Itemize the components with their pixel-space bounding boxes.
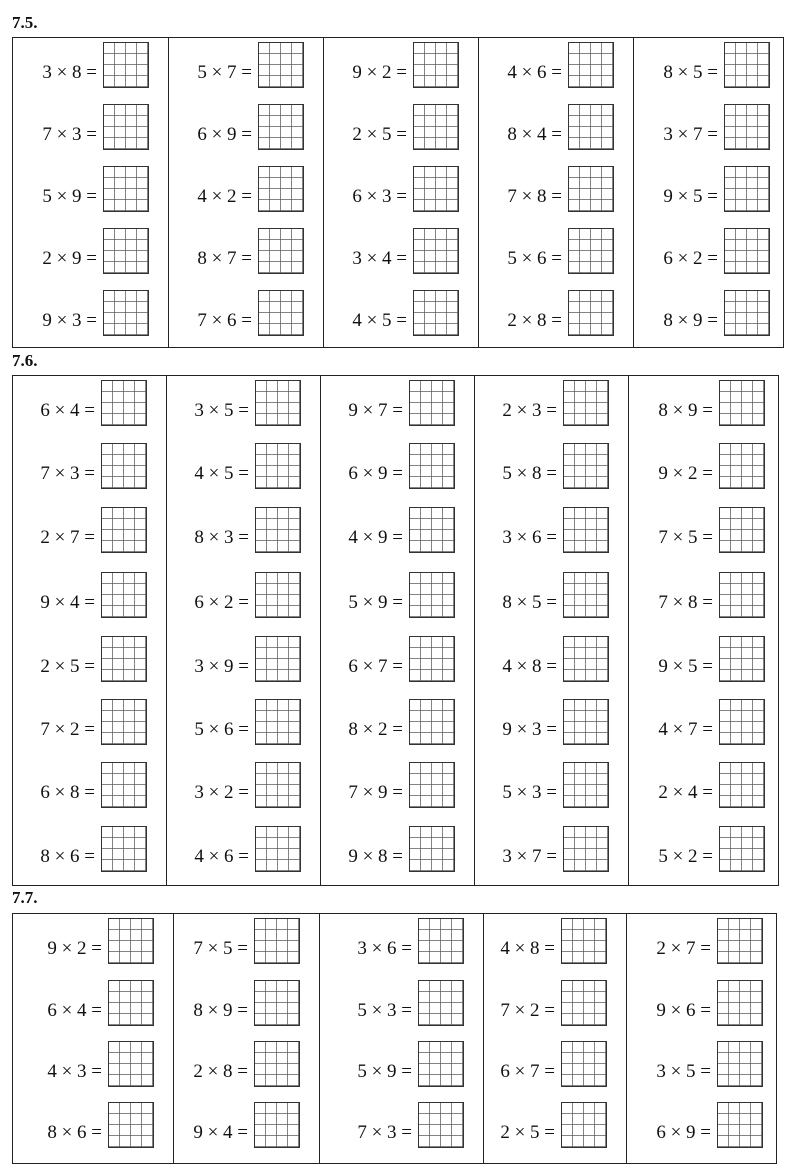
multiplication-expression: 3 × 7 = bbox=[502, 846, 557, 867]
multiplication-item bbox=[321, 572, 474, 620]
multiplication-item bbox=[13, 166, 168, 214]
multiplication-item bbox=[475, 636, 628, 684]
multiplication-item bbox=[167, 507, 320, 555]
answer-grid-box[interactable] bbox=[108, 918, 154, 964]
multiplication-item bbox=[627, 980, 782, 1028]
section-title: 7.6. bbox=[12, 351, 38, 370]
multiplication-item bbox=[484, 918, 626, 966]
multiplication-expression: 8 × 6 = bbox=[40, 846, 95, 867]
exercise-column bbox=[324, 38, 479, 347]
multiplication-item bbox=[13, 572, 166, 620]
answer-grid-box[interactable] bbox=[255, 507, 301, 553]
multiplication-item bbox=[324, 166, 478, 214]
answer-grid-box[interactable] bbox=[101, 636, 147, 682]
multiplication-item bbox=[475, 699, 628, 747]
multiplication-item bbox=[629, 572, 784, 620]
multiplication-expression: 6 × 9 = bbox=[197, 124, 252, 145]
multiplication-item bbox=[634, 290, 789, 338]
multiplication-expression: 7 × 5 = bbox=[193, 938, 248, 959]
multiplication-expression: 8 × 5 = bbox=[502, 592, 557, 613]
exercise-column bbox=[475, 376, 629, 885]
exercise-column bbox=[169, 38, 324, 347]
exercise-column bbox=[634, 38, 789, 347]
multiplication-expression: 8 × 7 = bbox=[197, 248, 252, 269]
multiplication-expression: 7 × 3 = bbox=[357, 1122, 412, 1143]
multiplication-expression: 6 × 4 = bbox=[40, 400, 95, 421]
multiplication-expression: 4 × 5 = bbox=[352, 310, 407, 331]
multiplication-item bbox=[13, 918, 173, 966]
multiplication-expression: 3 × 5 = bbox=[656, 1061, 711, 1082]
multiplication-expression: 5 × 8 = bbox=[502, 463, 557, 484]
multiplication-expression: 9 × 6 = bbox=[656, 1000, 711, 1021]
multiplication-expression: 9 × 7 = bbox=[348, 400, 403, 421]
multiplication-item bbox=[169, 166, 323, 214]
exercise-column bbox=[629, 376, 784, 885]
multiplication-expression: 4 × 2 = bbox=[197, 186, 252, 207]
multiplication-expression: 4 × 8 = bbox=[502, 656, 557, 677]
multiplication-item bbox=[484, 980, 626, 1028]
answer-grid-box[interactable] bbox=[418, 1041, 464, 1087]
answer-grid-box[interactable] bbox=[258, 166, 304, 212]
multiplication-item bbox=[13, 980, 173, 1028]
multiplication-expression: 3 × 6 = bbox=[357, 938, 412, 959]
answer-grid-box[interactable] bbox=[717, 1102, 763, 1148]
multiplication-item bbox=[324, 290, 478, 338]
answer-grid-box[interactable] bbox=[563, 826, 609, 872]
answer-grid-box[interactable] bbox=[103, 166, 149, 212]
answer-grid-box[interactable] bbox=[724, 228, 770, 274]
multiplication-item bbox=[629, 380, 784, 428]
answer-grid-box[interactable] bbox=[255, 826, 301, 872]
multiplication-item bbox=[634, 42, 789, 90]
multiplication-item bbox=[475, 572, 628, 620]
multiplication-expression: 2 × 8 = bbox=[507, 310, 562, 331]
answer-grid-box[interactable] bbox=[563, 699, 609, 745]
answer-grid-box[interactable] bbox=[409, 762, 455, 808]
multiplication-item bbox=[629, 762, 784, 810]
answer-grid-box[interactable] bbox=[568, 104, 614, 150]
answer-grid-box[interactable] bbox=[724, 42, 770, 88]
multiplication-expression: 8 × 4 = bbox=[507, 124, 562, 145]
multiplication-item bbox=[634, 104, 789, 152]
exercise-column bbox=[174, 914, 320, 1163]
answer-grid-box[interactable] bbox=[255, 762, 301, 808]
multiplication-expression: 9 × 4 = bbox=[193, 1122, 248, 1143]
exercise-column bbox=[13, 914, 174, 1163]
multiplication-expression: 6 × 2 = bbox=[194, 592, 249, 613]
multiplication-expression: 7 × 5 = bbox=[658, 527, 713, 548]
multiplication-expression: 6 × 7 = bbox=[500, 1061, 555, 1082]
multiplication-expression: 3 × 9 = bbox=[194, 656, 249, 677]
multiplication-expression: 9 × 8 = bbox=[348, 846, 403, 867]
multiplication-expression: 6 × 2 = bbox=[663, 248, 718, 269]
multiplication-expression: 8 × 9 = bbox=[193, 1000, 248, 1021]
answer-grid-box[interactable] bbox=[563, 380, 609, 426]
multiplication-expression: 3 × 5 = bbox=[194, 400, 249, 421]
multiplication-item bbox=[13, 1102, 173, 1150]
answer-grid-box[interactable] bbox=[103, 290, 149, 336]
multiplication-item bbox=[167, 762, 320, 810]
multiplication-item bbox=[167, 636, 320, 684]
multiplication-item bbox=[321, 507, 474, 555]
multiplication-expression: 5 × 6 = bbox=[194, 719, 249, 740]
multiplication-item bbox=[167, 699, 320, 747]
multiplication-item bbox=[479, 42, 633, 90]
answer-grid-box[interactable] bbox=[719, 507, 765, 553]
answer-grid-box[interactable] bbox=[255, 636, 301, 682]
answer-grid-box[interactable] bbox=[413, 42, 459, 88]
answer-grid-box[interactable] bbox=[561, 980, 607, 1026]
answer-grid-box[interactable] bbox=[719, 762, 765, 808]
answer-grid-box[interactable] bbox=[258, 42, 304, 88]
answer-grid-box[interactable] bbox=[409, 380, 455, 426]
multiplication-expression: 2 × 5 = bbox=[500, 1122, 555, 1143]
multiplication-item bbox=[324, 42, 478, 90]
multiplication-expression: 5 × 9 = bbox=[357, 1061, 412, 1082]
answer-grid-box[interactable] bbox=[409, 699, 455, 745]
multiplication-item bbox=[13, 826, 166, 874]
answer-grid-box[interactable] bbox=[409, 507, 455, 553]
multiplication-expression: 9 × 5 = bbox=[663, 186, 718, 207]
answer-grid-box[interactable] bbox=[103, 228, 149, 274]
multiplication-expression: 9 × 2 = bbox=[47, 938, 102, 959]
multiplication-item bbox=[634, 228, 789, 276]
multiplication-item bbox=[324, 104, 478, 152]
answer-grid-box[interactable] bbox=[418, 980, 464, 1026]
answer-grid-box[interactable] bbox=[103, 104, 149, 150]
multiplication-item bbox=[174, 980, 319, 1028]
answer-grid-box[interactable] bbox=[724, 290, 770, 336]
multiplication-item bbox=[169, 104, 323, 152]
answer-grid-box[interactable] bbox=[719, 636, 765, 682]
multiplication-expression: 4 × 5 = bbox=[194, 463, 249, 484]
multiplication-item bbox=[13, 507, 166, 555]
multiplication-expression: 5 × 9 = bbox=[42, 186, 97, 207]
answer-grid-box[interactable] bbox=[561, 1102, 607, 1148]
multiplication-item bbox=[13, 443, 166, 491]
multiplication-item bbox=[475, 762, 628, 810]
answer-grid-box[interactable] bbox=[255, 572, 301, 618]
answer-grid-box[interactable] bbox=[568, 166, 614, 212]
answer-grid-box[interactable] bbox=[724, 166, 770, 212]
answer-grid-box[interactable] bbox=[719, 699, 765, 745]
exercise-column bbox=[167, 376, 321, 885]
multiplication-item bbox=[627, 1041, 782, 1089]
exercise-column bbox=[320, 914, 484, 1163]
multiplication-expression: 7 × 8 = bbox=[507, 186, 562, 207]
answer-grid-box[interactable] bbox=[101, 826, 147, 872]
multiplication-item bbox=[320, 1041, 483, 1089]
answer-grid-box[interactable] bbox=[101, 507, 147, 553]
multiplication-expression: 5 × 2 = bbox=[658, 846, 713, 867]
multiplication-expression: 5 × 6 = bbox=[507, 248, 562, 269]
multiplication-item bbox=[475, 826, 628, 874]
multiplication-expression: 2 × 5 = bbox=[352, 124, 407, 145]
answer-grid-box[interactable] bbox=[413, 104, 459, 150]
exercise-column bbox=[484, 914, 627, 1163]
answer-grid-box[interactable] bbox=[563, 762, 609, 808]
multiplication-expression: 7 × 6 = bbox=[197, 310, 252, 331]
multiplication-expression: 5 × 9 = bbox=[348, 592, 403, 613]
multiplication-expression: 9 × 3 = bbox=[42, 310, 97, 331]
multiplication-item bbox=[634, 166, 789, 214]
multiplication-item bbox=[169, 228, 323, 276]
exercise-column bbox=[479, 38, 634, 347]
multiplication-expression: 7 × 3 = bbox=[40, 463, 95, 484]
multiplication-expression: 8 × 2 = bbox=[348, 719, 403, 740]
multiplication-item bbox=[479, 228, 633, 276]
answer-grid-box[interactable] bbox=[413, 290, 459, 336]
answer-grid-box[interactable] bbox=[561, 918, 607, 964]
multiplication-expression: 5 × 3 = bbox=[357, 1000, 412, 1021]
multiplication-item bbox=[475, 507, 628, 555]
multiplication-item bbox=[320, 918, 483, 966]
multiplication-expression: 7 × 2 = bbox=[40, 719, 95, 740]
exercise-box bbox=[12, 375, 779, 886]
answer-grid-box[interactable] bbox=[719, 572, 765, 618]
answer-grid-box[interactable] bbox=[101, 572, 147, 618]
answer-grid-box[interactable] bbox=[101, 443, 147, 489]
answer-grid-box[interactable] bbox=[719, 443, 765, 489]
answer-grid-box[interactable] bbox=[717, 980, 763, 1026]
answer-grid-box[interactable] bbox=[418, 1102, 464, 1148]
multiplication-item bbox=[169, 290, 323, 338]
multiplication-item bbox=[13, 228, 168, 276]
answer-grid-box[interactable] bbox=[717, 1041, 763, 1087]
multiplication-item bbox=[169, 42, 323, 90]
answer-grid-box[interactable] bbox=[108, 980, 154, 1026]
multiplication-expression: 2 × 7 = bbox=[656, 938, 711, 959]
multiplication-item bbox=[479, 104, 633, 152]
multiplication-item bbox=[13, 1041, 173, 1089]
multiplication-expression: 9 × 2 = bbox=[352, 62, 407, 83]
multiplication-expression: 8 × 5 = bbox=[663, 62, 718, 83]
multiplication-expression: 2 × 3 = bbox=[502, 400, 557, 421]
multiplication-item bbox=[174, 1041, 319, 1089]
exercise-column bbox=[13, 38, 169, 347]
multiplication-item bbox=[13, 636, 166, 684]
exercise-box bbox=[12, 37, 784, 348]
multiplication-expression: 4 × 6 = bbox=[507, 62, 562, 83]
exercise-box bbox=[12, 913, 777, 1164]
answer-grid-box[interactable] bbox=[108, 1102, 154, 1148]
answer-grid-box[interactable] bbox=[563, 443, 609, 489]
answer-grid-box[interactable] bbox=[568, 42, 614, 88]
multiplication-expression: 6 × 4 = bbox=[47, 1000, 102, 1021]
multiplication-item bbox=[167, 443, 320, 491]
answer-grid-box[interactable] bbox=[568, 290, 614, 336]
multiplication-item bbox=[321, 762, 474, 810]
answer-grid-box[interactable] bbox=[409, 636, 455, 682]
answer-grid-box[interactable] bbox=[101, 380, 147, 426]
answer-grid-box[interactable] bbox=[563, 636, 609, 682]
answer-grid-box[interactable] bbox=[568, 228, 614, 274]
answer-grid-box[interactable] bbox=[418, 918, 464, 964]
multiplication-item bbox=[13, 290, 168, 338]
multiplication-item bbox=[479, 290, 633, 338]
answer-grid-box[interactable] bbox=[258, 104, 304, 150]
multiplication-item bbox=[321, 443, 474, 491]
multiplication-expression: 3 × 7 = bbox=[663, 124, 718, 145]
multiplication-expression: 7 × 2 = bbox=[500, 1000, 555, 1021]
multiplication-expression: 6 × 9 = bbox=[656, 1122, 711, 1143]
multiplication-expression: 7 × 3 = bbox=[42, 124, 97, 145]
multiplication-item bbox=[475, 443, 628, 491]
answer-grid-box[interactable] bbox=[101, 762, 147, 808]
answer-grid-box[interactable] bbox=[413, 228, 459, 274]
multiplication-item bbox=[629, 826, 784, 874]
section-title: 7.7. bbox=[12, 888, 38, 907]
answer-grid-box[interactable] bbox=[719, 380, 765, 426]
multiplication-expression: 6 × 8 = bbox=[40, 782, 95, 803]
answer-grid-box[interactable] bbox=[563, 507, 609, 553]
multiplication-expression: 3 × 8 = bbox=[42, 62, 97, 83]
multiplication-item bbox=[627, 1102, 782, 1150]
multiplication-item bbox=[475, 380, 628, 428]
answer-grid-box[interactable] bbox=[101, 699, 147, 745]
multiplication-item bbox=[167, 826, 320, 874]
multiplication-item bbox=[13, 380, 166, 428]
answer-grid-box[interactable] bbox=[254, 1102, 300, 1148]
multiplication-expression: 8 × 3 = bbox=[194, 527, 249, 548]
multiplication-item bbox=[629, 636, 784, 684]
multiplication-expression: 2 × 8 = bbox=[193, 1061, 248, 1082]
answer-grid-box[interactable] bbox=[103, 42, 149, 88]
multiplication-item bbox=[174, 1102, 319, 1150]
multiplication-item bbox=[629, 699, 784, 747]
answer-grid-box[interactable] bbox=[258, 228, 304, 274]
multiplication-item bbox=[627, 918, 782, 966]
multiplication-expression: 2 × 4 = bbox=[658, 782, 713, 803]
multiplication-item bbox=[13, 104, 168, 152]
multiplication-item bbox=[321, 636, 474, 684]
answer-grid-box[interactable] bbox=[254, 980, 300, 1026]
multiplication-expression: 8 × 9 = bbox=[663, 310, 718, 331]
multiplication-item bbox=[321, 699, 474, 747]
multiplication-expression: 3 × 2 = bbox=[194, 782, 249, 803]
multiplication-item bbox=[174, 918, 319, 966]
answer-grid-box[interactable] bbox=[255, 443, 301, 489]
answer-grid-box[interactable] bbox=[413, 166, 459, 212]
multiplication-item bbox=[321, 826, 474, 874]
multiplication-item bbox=[167, 572, 320, 620]
multiplication-item bbox=[484, 1041, 626, 1089]
multiplication-item bbox=[320, 1102, 483, 1150]
multiplication-expression: 6 × 9 = bbox=[348, 463, 403, 484]
multiplication-expression: 6 × 3 = bbox=[352, 186, 407, 207]
exercise-column bbox=[13, 376, 167, 885]
multiplication-expression: 4 × 3 = bbox=[47, 1061, 102, 1082]
multiplication-item bbox=[324, 228, 478, 276]
multiplication-expression: 3 × 6 = bbox=[502, 527, 557, 548]
multiplication-expression: 4 × 6 = bbox=[194, 846, 249, 867]
answer-grid-box[interactable] bbox=[254, 1041, 300, 1087]
multiplication-expression: 5 × 3 = bbox=[502, 782, 557, 803]
multiplication-expression: 9 × 2 = bbox=[658, 463, 713, 484]
answer-grid-box[interactable] bbox=[719, 826, 765, 872]
multiplication-expression: 9 × 3 = bbox=[502, 719, 557, 740]
multiplication-expression: 2 × 7 = bbox=[40, 527, 95, 548]
multiplication-expression: 8 × 9 = bbox=[658, 400, 713, 421]
exercise-column bbox=[321, 376, 475, 885]
answer-grid-box[interactable] bbox=[255, 699, 301, 745]
answer-grid-box[interactable] bbox=[409, 443, 455, 489]
multiplication-item bbox=[167, 380, 320, 428]
multiplication-item bbox=[629, 507, 784, 555]
multiplication-expression: 5 × 7 = bbox=[197, 62, 252, 83]
multiplication-expression: 8 × 6 = bbox=[47, 1122, 102, 1143]
multiplication-expression: 3 × 4 = bbox=[352, 248, 407, 269]
multiplication-expression: 4 × 9 = bbox=[348, 527, 403, 548]
multiplication-expression: 9 × 4 = bbox=[40, 592, 95, 613]
multiplication-item bbox=[321, 380, 474, 428]
answer-grid-box[interactable] bbox=[561, 1041, 607, 1087]
multiplication-expression: 9 × 5 = bbox=[658, 656, 713, 677]
answer-grid-box[interactable] bbox=[717, 918, 763, 964]
exercise-column bbox=[627, 914, 782, 1163]
multiplication-item bbox=[13, 762, 166, 810]
section-title: 7.5. bbox=[12, 13, 38, 32]
multiplication-expression: 4 × 7 = bbox=[658, 719, 713, 740]
answer-grid-box[interactable] bbox=[409, 572, 455, 618]
multiplication-item bbox=[13, 699, 166, 747]
answer-grid-box[interactable] bbox=[258, 290, 304, 336]
multiplication-item bbox=[629, 443, 784, 491]
multiplication-expression: 6 × 7 = bbox=[348, 656, 403, 677]
multiplication-item bbox=[484, 1102, 626, 1150]
multiplication-expression: 2 × 5 = bbox=[40, 656, 95, 677]
multiplication-expression: 2 × 9 = bbox=[42, 248, 97, 269]
answer-grid-box[interactable] bbox=[724, 104, 770, 150]
answer-grid-box[interactable] bbox=[409, 826, 455, 872]
multiplication-expression: 7 × 9 = bbox=[348, 782, 403, 803]
answer-grid-box[interactable] bbox=[108, 1041, 154, 1087]
multiplication-item bbox=[479, 166, 633, 214]
multiplication-item bbox=[13, 42, 168, 90]
answer-grid-box[interactable] bbox=[254, 918, 300, 964]
multiplication-expression: 7 × 8 = bbox=[658, 592, 713, 613]
answer-grid-box[interactable] bbox=[255, 380, 301, 426]
multiplication-expression: 4 × 8 = bbox=[500, 938, 555, 959]
answer-grid-box[interactable] bbox=[563, 572, 609, 618]
multiplication-item bbox=[320, 980, 483, 1028]
